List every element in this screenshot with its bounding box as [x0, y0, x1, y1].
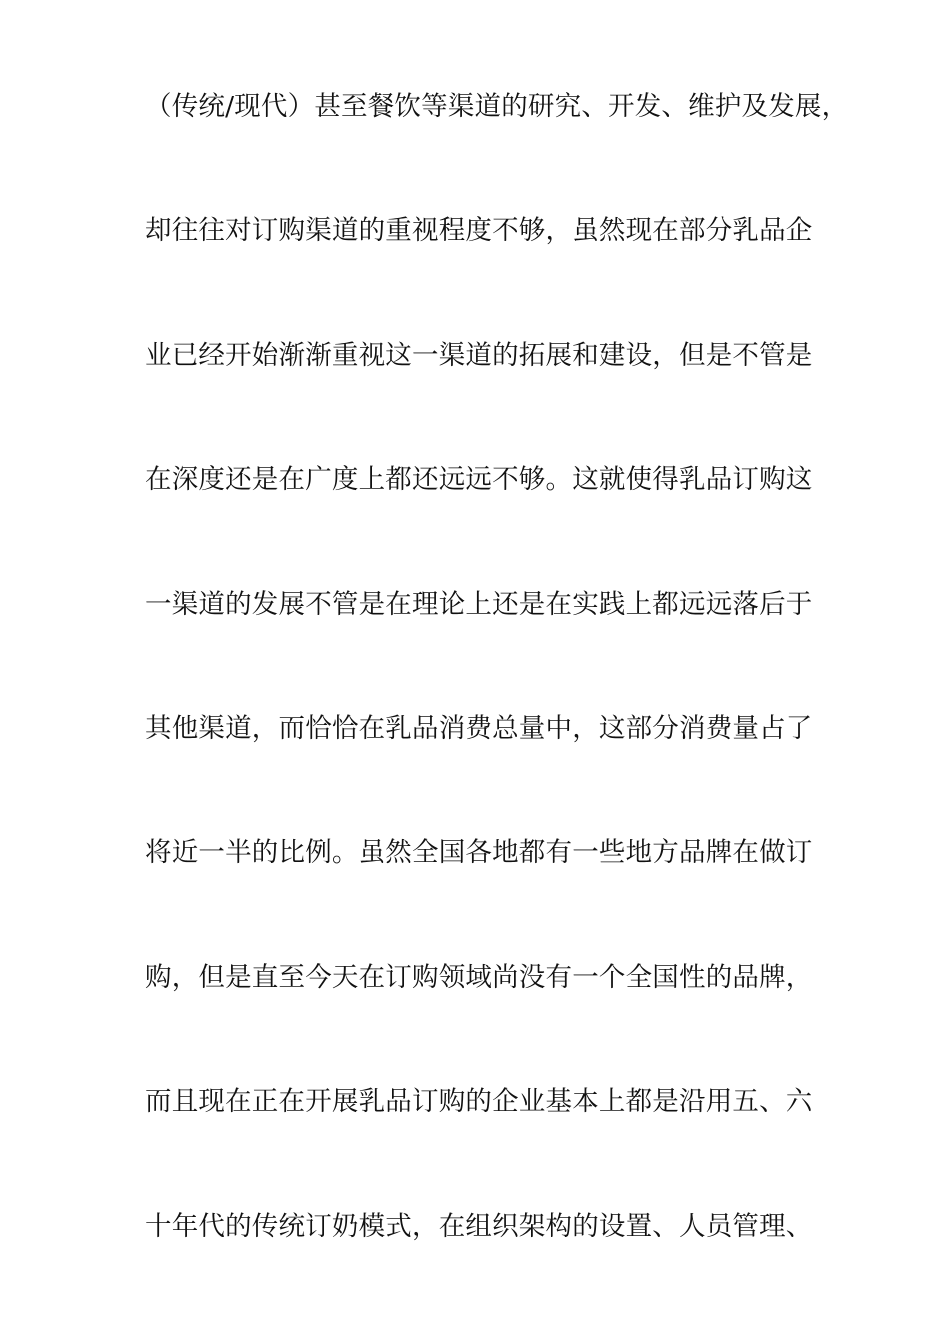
text-line: 购，但是直至今天在订购领域尚没有一个全国性的品牌， — [145, 961, 813, 993]
text-line: 而且现在正在开展乳品订购的企业基本上都是沿用五、六 — [145, 1086, 813, 1118]
text-line: 将近一半的比例。虽然全国各地都有一些地方品牌在做订 — [145, 837, 813, 869]
text-line: 在深度还是在广度上都还远远不够。这就使得乳品订购这 — [145, 464, 813, 496]
text-line: 却往往对订购渠道的重视程度不够，虽然现在部分乳品企 — [145, 215, 813, 247]
text-line: 业已经开始渐渐重视这一渠道的拓展和建设，但是不管是 — [145, 339, 813, 371]
body-text — [145, 84, 849, 1328]
text-line: 一渠道的发展不管是在理论上还是在实践上都远远落后于 — [145, 588, 813, 620]
text-line: 十年代的传统订奶模式，在组织架构的设置、人员管理、 — [145, 1210, 813, 1242]
text-line: （传统/现代）甚至餐饮等渠道的研究、开发、维护及发展， — [145, 91, 849, 122]
text-line: 其他渠道，而恰恰在乳品消费总量中，这部分消费量占了 — [145, 712, 813, 744]
